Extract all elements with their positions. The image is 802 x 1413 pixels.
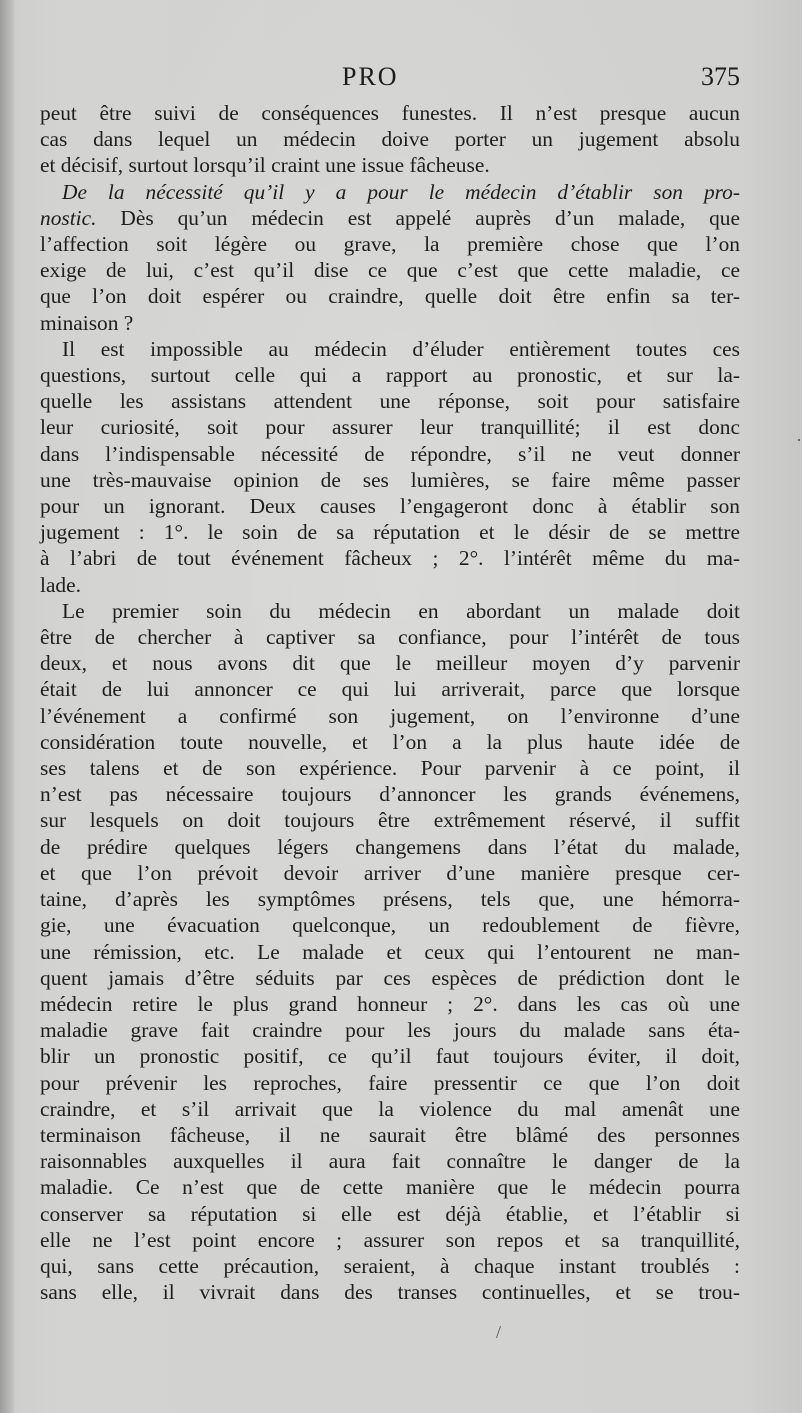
text-line — [40, 598, 740, 624]
line-text: ses talens et de son expérience. Pour parvenir à ce point, il — [40, 756, 740, 781]
line-text: peut être suivi de conséquences funestes. Il n’est presque aucun — [40, 101, 740, 125]
line-text: sans elle, il vivrait dans des transes continuelles, et se trou- — [40, 1280, 740, 1305]
text-line — [40, 1096, 740, 1122]
text-line — [40, 310, 740, 336]
line-text: n’est pas nécessaire toujours d’annoncer les grands événemens, — [40, 782, 740, 807]
line-text: une très-mauvaise opinion de ses lumières, se faire même passer — [40, 467, 740, 492]
text-line — [40, 1122, 740, 1148]
text-line — [40, 283, 740, 309]
text-line — [40, 545, 740, 571]
text-line — [40, 1227, 740, 1253]
text-line — [40, 965, 740, 991]
text-line — [40, 886, 740, 912]
line-text: à l’abri de tout événement fâcheux ; 2°. l’intérêt même du ma- — [40, 546, 740, 571]
italic-heading: nostic. — [40, 205, 97, 230]
line-text: raisonnables auxquelles il aura fait connaître le danger de la — [40, 1149, 740, 1174]
text-line — [40, 336, 740, 362]
margin-mark: · — [796, 430, 802, 450]
line-text: cas dans lequel un médecin doive porter un jugement absolu — [40, 127, 740, 152]
page-gutter-shadow — [0, 0, 14, 1413]
line-text: sur lesquels on doit toujours être extrêmement réservé, il suffit — [40, 808, 740, 833]
line-text: considération toute nouvelle, et l’on a la plus haute idée de — [40, 729, 740, 754]
body-text — [40, 100, 740, 1305]
text-line — [40, 1201, 740, 1227]
text-line — [40, 991, 740, 1017]
text-line — [40, 572, 740, 598]
stray-mark: / — [496, 1322, 502, 1342]
text-line — [40, 493, 740, 519]
line-text: craindre, et s’il arrivait que la violence du mal amenât une — [40, 1096, 740, 1121]
line-text: questions, surtout celle qui a rapport au pronostic, et sur la- — [40, 363, 740, 388]
line-text: exige de lui, c’est qu’il dise ce que c’est que cette maladie, ce — [40, 258, 740, 283]
line-text: l’affection soit légère ou grave, la première chose que l’on — [40, 232, 740, 257]
line-text: était de lui annoncer ce qui lui arriverait, parce que lorsque — [40, 677, 740, 702]
text-line — [40, 650, 740, 676]
line-text: que l’on doit espérer ou craindre, quelle doit être enfin sa ter- — [40, 284, 740, 309]
line-text: et que l’on prévoit devoir arriver d’une manière presque cer- — [40, 860, 740, 885]
text-line — [40, 676, 740, 702]
text-line — [40, 519, 740, 545]
text-line — [40, 179, 740, 205]
text-line — [40, 1253, 740, 1279]
line-text: maladie. Ce n’est que de cette manière que le médecin pourra — [40, 1175, 740, 1200]
text-line — [40, 1017, 740, 1043]
line-text: minaison ? — [40, 310, 134, 335]
text-line — [40, 414, 740, 440]
text-line — [40, 939, 740, 965]
running-head — [40, 62, 740, 98]
text-line — [40, 205, 740, 231]
text-line — [40, 441, 740, 467]
line-text: lade. — [40, 572, 81, 597]
line-text: gie, une évacuation quelconque, un redoublement de fièvre, — [40, 913, 740, 938]
text-line — [40, 807, 740, 833]
text-line — [40, 1070, 740, 1096]
line-text: deux, et nous avons dit que le meilleur moyen d’y parvenir — [40, 651, 740, 676]
line-text: médecin retire le plus grand honneur ; 2°. dans les cas où une — [40, 991, 740, 1016]
line-text: elle ne l’est point encore ; assurer son repos et sa tranquillité, — [40, 1227, 740, 1252]
text-line — [40, 152, 740, 178]
text-line — [40, 624, 740, 650]
text-line — [40, 729, 740, 755]
text-line — [40, 834, 740, 860]
line-text: l’événement a confirmé son jugement, on l’environne d’une — [40, 703, 740, 728]
line-text: de prédire quelques légers changemens dans l’état du malade, — [40, 834, 740, 859]
line-text: Le premier soin du médecin en abordant un malade doit — [62, 598, 740, 623]
text-line — [40, 1148, 740, 1174]
line-text: et décisif, surtout lorsqu’il craint une issue fâcheuse. — [40, 153, 490, 178]
text-line — [40, 781, 740, 807]
text-line — [40, 100, 740, 126]
line-text: une rémission, etc. Le malade et ceux qui l’entourent ne man- — [40, 939, 740, 964]
line-text: qui, sans cette précaution, seraient, à chaque instant troublés : — [40, 1253, 740, 1278]
text-line — [40, 257, 740, 283]
text-line — [40, 231, 740, 257]
text-line — [40, 467, 740, 493]
text-line — [40, 1043, 740, 1069]
line-text: terminaison fâcheuse, il ne saurait être blâmé des personnes — [40, 1122, 740, 1147]
line-text: conserver sa réputation si elle est déjà établie, et l’établir si — [40, 1201, 740, 1226]
line-text: Dès qu’un médecin est appelé auprès d’un malade, que — [96, 205, 740, 230]
line-text: jugement : 1°. le soin de sa réputation et le désir de se mettre — [40, 520, 740, 545]
text-line — [40, 126, 740, 152]
line-text: pour un ignorant. Deux causes l’engageront donc à établir son — [40, 494, 740, 519]
italic-heading: De la nécessité qu’il y a pour le médecin d’établir son pro- — [62, 179, 740, 204]
text-line — [40, 362, 740, 388]
text-line — [40, 912, 740, 938]
text-line — [40, 1279, 740, 1305]
line-text: blir un pronostic positif, ce qu’il faut toujours éviter, il doit, — [40, 1044, 740, 1069]
text-line — [40, 1174, 740, 1200]
line-text: être de chercher à captiver sa confiance, pour l’intérêt de tous — [40, 625, 740, 650]
line-text: dans l’indispensable nécessité de répondre, s’il ne veut donner — [40, 441, 740, 466]
text-line — [40, 388, 740, 414]
line-text: leur curiosité, soit pour assurer leur tranquillité; il est donc — [40, 415, 740, 440]
line-text: Il est impossible au médecin d’éluder entièrement toutes ces — [62, 336, 740, 361]
page-number: 375 — [701, 62, 740, 91]
line-text: quelle les assistans attendent une réponse, soit pour satisfaire — [40, 389, 740, 414]
line-text: quent jamais d’être séduits par ces espèces de prédiction dont le — [40, 965, 740, 990]
line-text: maladie grave fait craindre pour les jours du malade sans éta- — [40, 1018, 740, 1043]
text-line — [40, 703, 740, 729]
text-line — [40, 755, 740, 781]
line-text: taine, d’après les symptômes présens, tels que, une hémorra- — [40, 887, 740, 912]
line-text: pour prévenir les reproches, faire pressentir ce que l’on doit — [40, 1070, 740, 1095]
text-line — [40, 860, 740, 886]
running-title: PRO — [342, 62, 399, 91]
